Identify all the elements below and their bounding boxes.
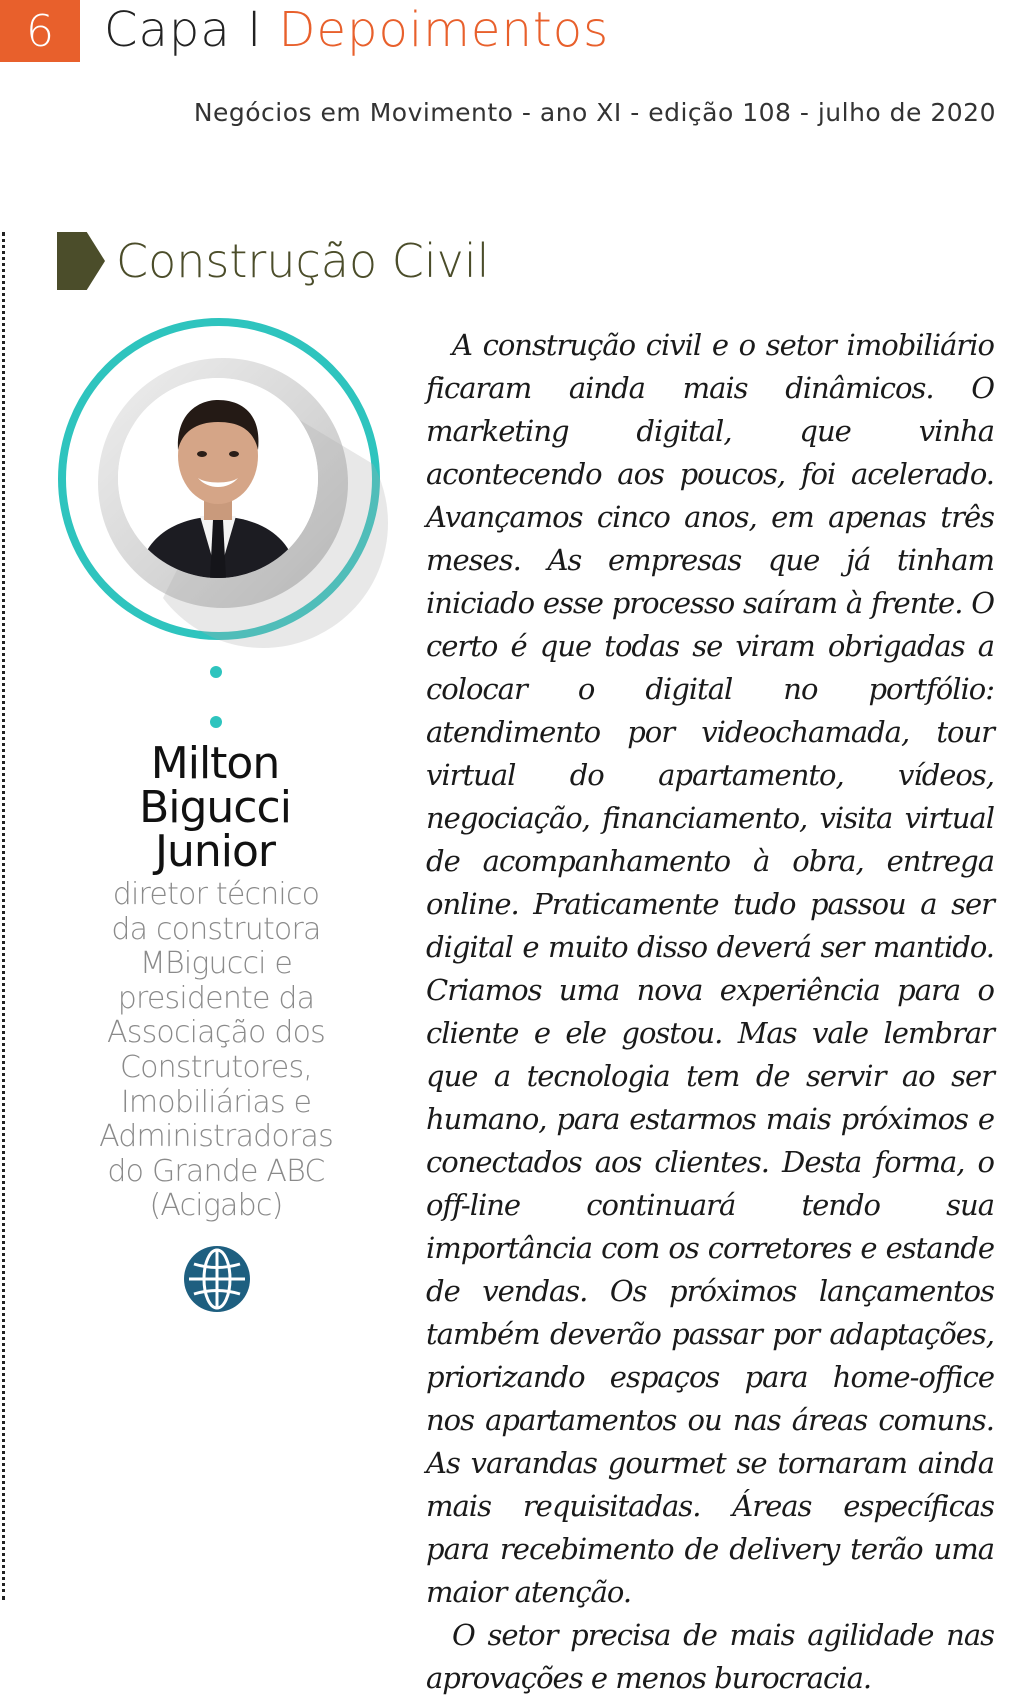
person-role-line: (Acigabc)	[149, 1188, 283, 1224]
person-role-line: presidente da	[117, 980, 315, 1016]
person-role-line: MBigucci e	[139, 946, 293, 982]
header-separator: I	[247, 2, 263, 58]
header-section: Capa	[104, 2, 231, 58]
article-body	[426, 324, 994, 1700]
person-name-line: Milton	[150, 738, 280, 789]
person-role-line: Construtores,	[119, 1049, 313, 1085]
person-role	[60, 878, 372, 1224]
header-title	[104, 2, 609, 58]
person-name-line: Junior	[155, 826, 275, 877]
decorative-dot	[210, 666, 222, 678]
person-role-line: diretor técnico	[112, 877, 320, 912]
portrait	[58, 318, 380, 640]
header-subsection: Depoimentos	[278, 2, 610, 58]
globe-icon[interactable]	[182, 1244, 252, 1314]
page-number: 6	[0, 0, 80, 62]
person-name	[60, 738, 370, 877]
decorative-dot	[210, 716, 222, 728]
portrait-photo	[118, 378, 318, 578]
article-paragraph: A construção civil e o setor imobiliário ficaram ainda mais dinâmicos. O marketing digital, que vinha acontecendo aos poucos, foi acelerado. Avançamos cinco anos, em apenas três meses. As empresas que já tinham iniciado esse processo saíram à frente. O certo é que todas se viram obrigadas a colocar o digital no portfólio: atendimento por videochamada, tour virtual do apartamento, vídeos, negociação, financiamento, visita virtual de acompanhamento à obra, entrega online. Praticamente tudo passou a ser digital e muito disso deverá ser mantido. Criamos uma nova experiência para o cliente e ele gostou. Mas vale lembrar que a tecnologia tem de servir ao ser humano, para estarmos mais próximos e conectados aos clientes. Desta forma, o off-line continuará tendo sua importância com os corretores e estande de vendas. Os próximos lançamentos também deverão passar por adaptações, priorizando espaços para home-office nos apartamentos ou nas áreas comuns. As varandas gourmet se tornaram ainda mais requisitadas. Áreas específicas para recebimento de delivery terão uma maior atenção.	[426, 328, 994, 1609]
section-title: Construção Civil	[116, 234, 490, 288]
section-marker-icon	[57, 232, 105, 290]
person-role-line: do Grande ABC	[107, 1153, 325, 1189]
edition-info: Negócios em Movimento - ano XI - edição 108 - julho de 2020	[193, 98, 996, 127]
person-name-line: Bigucci	[139, 782, 291, 833]
person-role-line: da construtora	[111, 911, 321, 947]
dotted-divider	[2, 232, 5, 1600]
person-role-line: Administradoras	[99, 1119, 333, 1155]
person-role-line: Imobiliárias e	[120, 1084, 312, 1120]
person-role-line: Associação dos	[107, 1015, 325, 1051]
person-photo-icon	[118, 378, 318, 578]
article-paragraph: O setor precisa de mais agilidade nas aprovações e menos burocracia.	[426, 1618, 994, 1695]
